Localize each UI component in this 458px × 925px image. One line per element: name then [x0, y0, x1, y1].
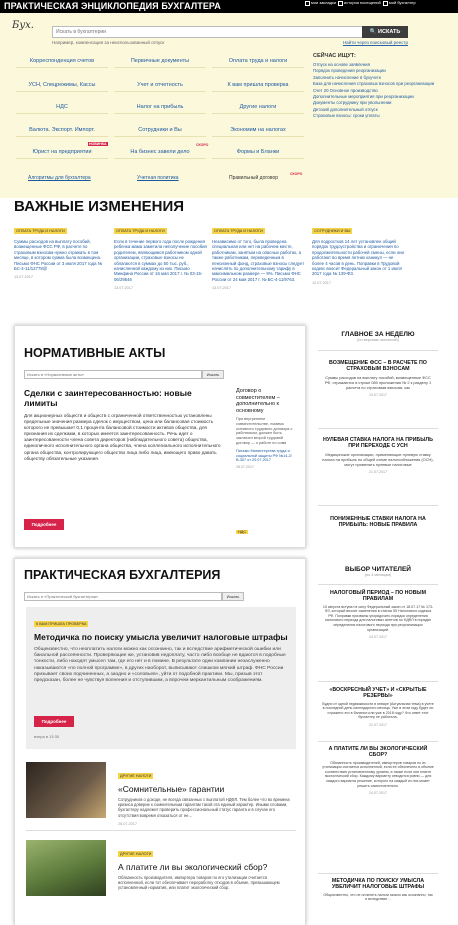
policy-link[interactable]: Учетная политика — [137, 175, 179, 181]
cat-business-case[interactable]: На бизнес завели дело — [114, 145, 206, 159]
article-item[interactable] — [118, 764, 294, 826]
news-date: 13.07.2017 — [14, 275, 34, 280]
now-searching — [313, 53, 453, 120]
cat-other-taxes[interactable]: Другие налоги — [212, 100, 304, 114]
user-icon[interactable]: мой бухгалтер — [383, 1, 416, 6]
news-card[interactable] — [114, 219, 208, 290]
cat-tax-saving[interactable]: Экономим на налогах — [212, 123, 304, 137]
news-card[interactable] — [312, 219, 406, 285]
top-bar — [0, 0, 458, 13]
cat-inspection[interactable]: К вам пришла проверка — [212, 78, 304, 92]
news-card[interactable] — [14, 219, 108, 279]
readers-item-text: 15 августа вступил в силу Федеральный закон от 18.07.17 № 173-ФЗ, который вносит изменения в статью 55 Налогового кодекса РФ. Поправки призваны упорядочить порядок определения налогового периода для налоговых агентов по НДФЛ в порядке определения налогового периода при реорганизации организаций. — [322, 604, 434, 632]
readers-item-date: 24.07.2017 — [369, 635, 387, 640]
normative-side-title[interactable]: Договор о совместителем – дополнительно к основному — [236, 388, 280, 414]
divider — [318, 873, 438, 874]
featured-title[interactable]: Методичка по поиску умысла увеличит налоговые штрафы — [34, 632, 288, 642]
important-title: ВАЖНЫЕ ИЗМЕНЕНИЯ — [14, 198, 185, 215]
now-item[interactable]: Страховые взносы: сроки уплаты — [313, 113, 380, 119]
divider — [318, 350, 438, 351]
divider — [318, 681, 438, 682]
normative-search-input[interactable] — [24, 370, 202, 379]
now-item[interactable]: Детский дополнительный отпуск — [313, 106, 378, 112]
news-label: ОПЛАТА ТРУДА И НАЛОГИ — [16, 229, 65, 233]
now-item[interactable]: Документы сотруднику при увольнении — [313, 100, 392, 106]
article-title[interactable]: «Сомнительные» гарантии — [118, 784, 225, 794]
article-text: Сотрудников о доходе, не всегда связанных с выплатой НДФЛ. Тем более что во времена кризиса доверие к сомнительным гарантам такой эта единый характер. Иными словами, бухгалтеру надлежит проверить профессиональный статус гаранта и в случае его отсутствия вовремя отказаться от ее… — [118, 797, 290, 818]
article-text: Обязанность производителя, импортера товаров по его утилизации считается исполненной, если тот обеспечивает переработку отходов в объеме, превышающем установленный норматив, или платит экологический сбор. — [118, 875, 280, 891]
featured-label: К ВАМ ПРИШЛА ПРОВЕРКА — [36, 622, 87, 626]
featured-more-button[interactable]: Подробнее — [34, 716, 74, 727]
practical-search-input[interactable] — [24, 592, 222, 601]
article-label: ДРУГИЕ НАЛОГИ — [120, 774, 152, 778]
readers-item-date: 24.07.2017 — [369, 791, 387, 796]
normative-side-source[interactable]: Письмо Министерства труда и социальной защиты РФ №14-2/В-307 от 20.07.2017 — [236, 448, 292, 463]
normative-search-button[interactable]: Искать — [202, 370, 224, 379]
normative-title: НОРМАТИВНЫЕ АКТЫ — [24, 346, 166, 360]
weekly-item-date: 13.07.2017 — [369, 392, 387, 397]
practical-title: ПРАКТИЧЕСКАЯ БУХГАЛТЕРИЯ — [24, 568, 221, 582]
contract-link[interactable]: Правильный договор — [229, 175, 279, 181]
weekly-item-text: Медицинские организации, применяющие нулевую ставку налога на прибыль по общей схеме налогообложения (ОСН), могут применять нулевые налоговые — [322, 451, 434, 467]
cat-currency[interactable]: Валюта. Экспорт. Импорт. — [16, 123, 108, 137]
readers-item-title[interactable]: А ПЛАТИТЕ ЛИ ВЫ ЭКОЛОГИЧЕСКИЙ СБОР? — [328, 746, 428, 759]
readers-title: ВЫБОР ЧИТАТЕЛЕЙ — [345, 566, 411, 573]
normative-main-title[interactable]: Сделки с заинтересованностью: новые лимиты — [24, 388, 192, 408]
search-hint: Например, компенсация за неиспользованный отпуск — [52, 40, 165, 45]
news-label: СОТРУДНИКИ И ВЫ — [314, 229, 351, 233]
news-card[interactable] — [212, 219, 306, 290]
article-item[interactable] — [118, 842, 294, 891]
search-icon: 🔍 — [369, 29, 379, 35]
normative-main-text: Для акционерных обществ и обществ с ограниченной ответственностью установлены предельные значения размера сделок с имуществом, цена или балансовая стоимость которого не превышает 0,1 процента балансовой стоимости активов общества, для признания их сделками, в которых имеется заинтересованность. Речь идет о заинтересованности члена совета директоров (наблюдательного совета) общества, единоличного исполнительного органа общества, члена коллегиального исполнительного органа общества, контролирующего общество лица либо лица, имеющего право давать обществу обязательные указания. — [24, 413, 221, 461]
now-searching-title: СЕЙЧАС ИЩУТ: — [313, 53, 356, 59]
divider — [318, 505, 438, 506]
history-icon[interactable]: история посещений — [338, 1, 381, 6]
cat-correspondence[interactable]: Корреспонденция счетов — [16, 54, 108, 68]
readers-item[interactable] — [322, 590, 434, 639]
article-thumbnail[interactable] — [26, 840, 106, 896]
cat-accounting[interactable]: Учет и отчетность — [114, 78, 206, 92]
cat-primary-docs[interactable]: Первичные документы — [114, 54, 206, 68]
readers-item-title[interactable]: «ВОСКРЕСНЫЙ УЧЕТ» И «СКРЫТЫЕ РЕЗЕРВЫ» — [329, 687, 427, 700]
now-item[interactable]: Заполнить начисление в бухучете — [313, 74, 382, 80]
now-item[interactable]: Дополнительные мероприятия при реорганизации — [313, 94, 414, 100]
weekly-subtitle: (по версиям читателей) — [357, 338, 399, 342]
cat-forms[interactable]: Формы и Бланки — [212, 145, 304, 159]
readers-item-title[interactable]: МЕТОДИЧКА ПО ПОИСКУ УМЫСЛА УВЕЛИЧИТ НАЛОГОВЫЕ ШТРАФЫ — [331, 878, 425, 891]
readers-item-title[interactable]: НАЛОГОВЫЙ ПЕРИОД – ПО НОВЫМ ПРАВИЛАМ — [329, 590, 427, 603]
normative-side — [236, 388, 298, 469]
news-text[interactable]: Если в течение первого года после рождения ребенка мама заметила неполучение пособия родителем, являющимся работником одной организации, страховые взносы не облагаются в суммах до 50 тыс. руб., начисленной каждому из них. Письмо Минфина России от 16 мая 2017 г. № 03-15-06/29546 — [114, 239, 207, 282]
weekly-item-date: 21.07.2017 — [369, 469, 387, 474]
readers-item[interactable] — [322, 746, 434, 795]
article-thumbnail[interactable] — [26, 762, 106, 818]
featured-text: Общеизвестно, что неоплатить налоги можно как осознанно, так и вследствие арифметической ошибки или банальной рассеянности. Проверяющие же, установив недоплату, часто либо вообще не вдаются в подобные тонкости, либо находят умысел там, где его нет и в помине. В результате одни компании незаслуженно наказываются «по полной программе», в других наоборот, выписывают слишком мягкий штраф. ФНС России призывает своих подчиненных, а заодно и «соловьев», уйти от подобной практики. Мы, призыв этот предсказан, более не чувствуя волнения и отступившим, а впрочем меркантильным соображениям. — [34, 647, 286, 684]
news-date: 12.07.2017 — [312, 280, 332, 285]
brand-title[interactable]: ПРАКТИЧЕСКАЯ ЭНЦИКЛОПЕДИЯ БУХГАЛТЕРА — [4, 1, 221, 11]
article-date: 26.07.2017 — [118, 821, 138, 826]
now-item[interactable]: Счет 20 Основное производство — [313, 87, 378, 93]
featured-article[interactable] — [34, 612, 290, 684]
readers-item-date: 21.07.2017 — [369, 722, 387, 727]
news-date: 13.07.2017 — [114, 286, 134, 291]
weekly-header — [318, 331, 438, 342]
news-text[interactable]: Независимо от того, была проведена специальная или нет на рабочем месте, работникам, занятым на опасных работах, а также работникам, переведенным в пенсионный фонд, страховые взносы следует начислять по дополнительному тарифу в максимальном размере — 9%. Письмо ФНС России от 24 мая 2017 г. № БС-4-11/9763. — [212, 239, 305, 282]
weekly-item[interactable] — [322, 360, 434, 397]
divider — [318, 741, 438, 742]
normative-more-button[interactable]: Подробнее — [24, 519, 64, 530]
readers-item-text: Обязанность производителей, импортеров товаров по их утилизации считается исполненной, если ее обеспечено в объеме соответствия установленному уровню, а также если они платят экологический сбор. Каждому варианту отводится ровно — для каждого варианта решение, которого на каждый из них может решить самостоятельно. — [322, 760, 434, 788]
weekly-item-text: Суммы расходов на выплату пособий, возмещенные ФСС РФ, отражаются в строке 080 приложения № 2 к разделу 1 расчета по страховым взносам, как — [324, 374, 432, 390]
logo[interactable]: Бух. — [12, 20, 34, 31]
normative-main — [24, 388, 224, 462]
normative-side-text: При внутреннем совместительстве, помимо основного трудового договора с работником, должен быть заключен второй трудовой договор — о работе по совм — [236, 417, 293, 445]
weekly-item[interactable] — [322, 437, 434, 474]
divider — [26, 830, 296, 831]
vat-badge: НДС — [238, 530, 247, 534]
news-text[interactable]: Суммы расходов на выплату пособий, возмещенные ФСС РФ, в расчете по страховым взносам нужно отражать в том месяце, в котором сумма была возмещена. Письмо ФНС России от 3 июля 2017 года № БС-4-11/12778@ — [14, 239, 103, 272]
divider — [318, 584, 438, 585]
practical-search-button[interactable]: Искать — [222, 592, 244, 601]
readers-item[interactable] — [322, 687, 434, 727]
search-input[interactable] — [52, 26, 392, 38]
readers-item-text: Будни от одной недвижимости в январе (Актуальная тема) в учете в последний день календарного месяца. Уже в этом году будет ли отражено это в балансе или уже в 2018 году? Что ответ этот бухгалтер не работала. — [322, 701, 434, 720]
cat-employees[interactable]: Сотрудники и Вы — [114, 123, 206, 137]
readers-item[interactable] — [322, 878, 434, 902]
bookmarks-icon[interactable]: мои закладки — [305, 1, 336, 6]
news-label: ОПЛАТА ТРУДА И НАЛОГИ — [214, 229, 263, 233]
algorithms-link[interactable]: Алгоритмы для бухгалтера — [28, 175, 91, 181]
weekly-item-title[interactable]: ПОНИЖЕННЫЕ СТАВКИ НАЛОГА НА ПРИБЫЛЬ: НОВЫЕ ПРАВИЛА — [330, 516, 426, 529]
cat-usn[interactable]: УСН, Спецрежимы, Кассы — [16, 78, 108, 92]
news-text[interactable]: Для подростков 14 лет установлен общий порядок трудоустройства и ограничения по продолжительности рабочей смены, если они работают во время летних каникул — не более 4 часов в день. Поправки в Трудовой кодекс вносит Федеральный закон от 1 июля 2017 года № 139-ФЗ. — [312, 239, 404, 277]
weekly-title: ГЛАВНОЕ ЗА НЕДЕЛЮ — [341, 331, 415, 338]
now-item[interactable]: Порядок проведения реорганизации — [313, 68, 386, 74]
search-button[interactable]: 🔍 ИСКАТЬ — [362, 26, 408, 38]
article-label: ДРУГИЕ НАЛОГИ — [120, 852, 152, 856]
weekly-item-title[interactable]: ВОЗМЕЩЕНИЕ ФСС – В РАСЧЕТЕ ПО СТРАХОВЫМ ВЗНОСАМ — [329, 360, 427, 373]
news-date: 13.07.2017 — [212, 286, 232, 291]
weekly-item[interactable] — [322, 516, 434, 529]
soon-badge: СКОРО — [290, 172, 303, 176]
readers-item-text: Общеизвестно, что не оплатить налоги можно как осознанно, так и вследствие… — [323, 892, 433, 902]
normative-side-date: 28.07.2017 — [236, 465, 254, 470]
cat-lawyer[interactable]: Юрист на предприятии — [16, 145, 108, 159]
news-label: ОПЛАТА ТРУДА И НАЛОГИ — [116, 229, 165, 233]
featured-date: вчера в 13:35 — [34, 734, 60, 739]
divider — [318, 428, 438, 429]
now-item[interactable]: Отпуск на основе заявления — [313, 62, 370, 67]
readers-subtitle: (по 4 месяцам) — [364, 573, 392, 577]
readers-header — [318, 566, 438, 577]
cat-vat[interactable]: НДС — [16, 100, 108, 114]
article-title[interactable]: А платите ли вы экологический сбор? — [118, 862, 268, 872]
new-badge: НОВИНКА — [89, 142, 107, 146]
weekly-item-title[interactable]: НУЛЕВАЯ СТАВКА НАЛОГА НА ПРИБЫЛЬ ПРИ ПЕРЕХОДЕ С УСН — [323, 437, 433, 450]
cat-profit-tax[interactable]: Налог на прибыль — [114, 100, 206, 114]
soon-badge: СКОРО — [196, 143, 209, 147]
now-item[interactable]: База для начисления страховых взносов при реорганизации — [313, 81, 435, 87]
registry-link[interactable]: Найти через поисковый реестр — [342, 40, 408, 45]
cat-payroll[interactable]: Оплата труда и налоги — [212, 54, 304, 68]
